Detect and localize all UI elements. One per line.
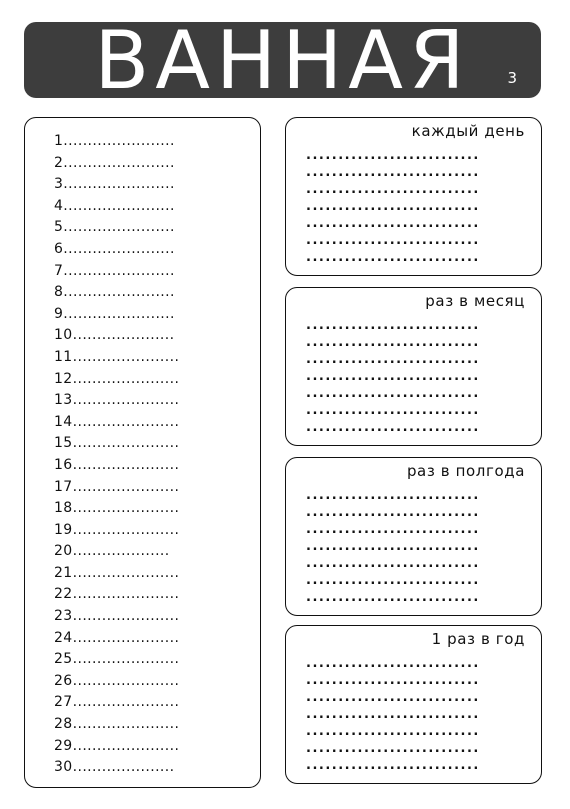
- task-line: 26......................: [54, 672, 180, 689]
- blank-line: ...........................: [306, 250, 480, 265]
- task-line: 7.......................: [54, 262, 175, 279]
- blank-line: ...........................: [306, 690, 480, 705]
- task-line: 14......................: [54, 413, 180, 430]
- blank-line: ...........................: [306, 148, 480, 163]
- blank-line: ...........................: [306, 199, 480, 214]
- numbered-task-list: [24, 117, 261, 788]
- section-monthly: [285, 287, 542, 446]
- section-half-yearly: [285, 457, 542, 616]
- blank-line: ...........................: [306, 724, 480, 739]
- blank-line: ...........................: [306, 505, 480, 520]
- blank-line: ...........................: [306, 758, 480, 773]
- task-line: 30.....................: [54, 759, 175, 776]
- blank-line: ...........................: [306, 573, 480, 588]
- blank-lines: [306, 147, 480, 266]
- task-line: 19......................: [54, 521, 180, 538]
- task-line: 27......................: [54, 694, 180, 711]
- task-line: 20....................: [54, 543, 170, 560]
- blank-line: ...........................: [306, 369, 480, 384]
- blank-lines: [306, 317, 480, 436]
- blank-line: ...........................: [306, 335, 480, 350]
- blank-line: ...........................: [306, 216, 480, 231]
- blank-line: ...........................: [306, 165, 480, 180]
- page-title: ВАННАЯ: [94, 14, 471, 107]
- task-line: 23......................: [54, 608, 180, 625]
- task-line: 15......................: [54, 435, 180, 452]
- blank-line: ...........................: [306, 318, 480, 333]
- blank-line: ...........................: [306, 352, 480, 367]
- section-title: каждый день: [411, 122, 525, 140]
- task-line: 12......................: [54, 370, 180, 387]
- task-line: 6.......................: [54, 240, 175, 257]
- blank-line: ...........................: [306, 233, 480, 248]
- blank-line: ...........................: [306, 403, 480, 418]
- task-line: 4.......................: [54, 197, 175, 214]
- section-title: раз в месяц: [425, 292, 525, 310]
- blank-line: ...........................: [306, 673, 480, 688]
- task-line: 25......................: [54, 651, 180, 668]
- blank-lines: [306, 655, 480, 774]
- blank-line: ...........................: [306, 522, 480, 537]
- task-line: 22......................: [54, 586, 180, 603]
- blank-line: ...........................: [306, 182, 480, 197]
- task-line: 28......................: [54, 716, 180, 733]
- task-line: 13......................: [54, 392, 180, 409]
- blank-line: ...........................: [306, 707, 480, 722]
- task-line: 10.....................: [54, 327, 175, 344]
- section-title: 1 раз в год: [431, 630, 525, 648]
- task-line: 21......................: [54, 564, 180, 581]
- task-line: 8.......................: [54, 284, 175, 301]
- task-line: 18......................: [54, 500, 180, 517]
- page-header: [24, 14, 541, 107]
- blank-line: ...........................: [306, 539, 480, 554]
- task-line: 16......................: [54, 456, 180, 473]
- task-line: 29......................: [54, 737, 180, 754]
- task-line: 2.......................: [54, 154, 175, 171]
- section-daily: [285, 117, 542, 276]
- blank-lines: [306, 487, 480, 606]
- task-line: 1.......................: [54, 133, 175, 149]
- task-list: [54, 131, 179, 779]
- blank-line: ...........................: [306, 386, 480, 401]
- blank-line: ...........................: [306, 590, 480, 605]
- blank-line: ...........................: [306, 741, 480, 756]
- task-line: 11......................: [54, 348, 180, 365]
- blank-line: ...........................: [306, 556, 480, 571]
- task-line: 5.......................: [54, 219, 175, 236]
- task-line: 17......................: [54, 478, 180, 495]
- blank-line: ...........................: [306, 656, 480, 671]
- task-line: 24......................: [54, 629, 180, 646]
- section-title: раз в полгода: [406, 462, 525, 480]
- section-yearly: [285, 625, 542, 784]
- page-number: 3: [507, 69, 517, 87]
- blank-line: ...........................: [306, 420, 480, 435]
- blank-line: ...........................: [306, 488, 480, 503]
- task-line: 9.......................: [54, 305, 175, 322]
- task-line: 3.......................: [54, 176, 175, 193]
